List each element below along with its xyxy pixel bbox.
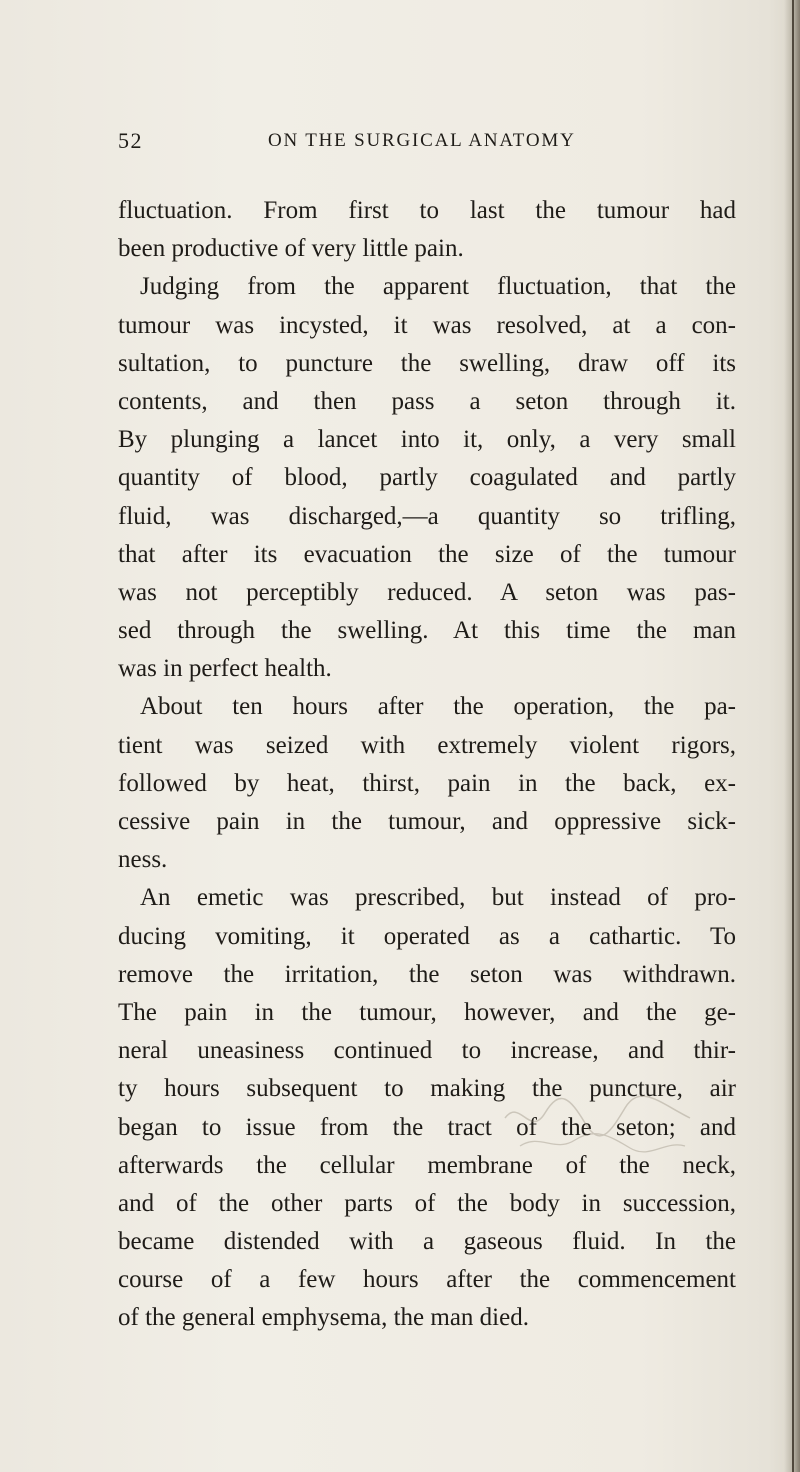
text-line: of the general emphysema, the man died. bbox=[118, 1304, 529, 1332]
text-line: and of the other parts of the body in succession, bbox=[118, 1189, 736, 1217]
text-line: neral uneasiness continued to increase, and thir- bbox=[118, 1037, 736, 1065]
faint-handwriting-mark bbox=[500, 1078, 700, 1158]
text-line: quantity of blood, partly coagulated and partly bbox=[118, 464, 736, 492]
text-line: ness. bbox=[118, 846, 168, 874]
text-line: began to issue from the tract of the seton; and bbox=[118, 1113, 736, 1141]
text-line: was in perfect health. bbox=[118, 655, 332, 683]
text-line: ty hours subsequent to making the puncture, air bbox=[118, 1075, 736, 1103]
running-head-title: ON THE SURGICAL ANATOMY bbox=[268, 130, 576, 151]
page-number: 52 bbox=[118, 128, 143, 153]
text-line: sultation, to puncture the swelling, draw off its bbox=[118, 349, 736, 377]
text-line: fluctuation. From first to last the tumour had bbox=[118, 197, 736, 224]
text-line: ducing vomiting, it operated as a cathartic. To bbox=[118, 922, 736, 950]
text-line: contents, and then pass a seton through it. bbox=[118, 387, 736, 415]
text-line: An emetic was prescribed, but instead of pro- bbox=[140, 884, 736, 912]
text-line: fluid, was discharged,—a quantity so trifling, bbox=[118, 502, 736, 530]
body-text bbox=[118, 192, 736, 1338]
text-line: been productive of very little pain. bbox=[118, 235, 464, 263]
text-line: By plunging a lancet into it, only, a very small bbox=[118, 426, 736, 454]
running-head bbox=[118, 128, 718, 158]
page-edge-line bbox=[792, 0, 794, 1472]
text-line: was not perceptibly reduced. A seton was pas- bbox=[118, 578, 736, 606]
text-line: became distended with a gaseous fluid. In the bbox=[118, 1228, 736, 1256]
text-line: sed through the swelling. At this time the man bbox=[118, 617, 736, 645]
text-line: followed by heat, thirst, pain in the back, ex- bbox=[118, 769, 736, 797]
text-line: cessive pain in the tumour, and oppressive sick- bbox=[118, 808, 736, 835]
text-line: tumour was incysted, it was resolved, at a con- bbox=[118, 311, 736, 339]
text-line: The pain in the tumour, however, and the ge- bbox=[118, 998, 736, 1026]
text-line: About ten hours after the operation, the pa- bbox=[140, 693, 736, 721]
text-line: tient was seized with extremely violent rigors, bbox=[118, 731, 736, 759]
text-line: afterwards the cellular membrane of the neck, bbox=[118, 1151, 736, 1179]
text-line: course of a few hours after the commencement bbox=[118, 1266, 736, 1294]
text-line: Judging from the apparent fluctuation, that the bbox=[140, 273, 736, 301]
text-line: remove the irritation, the seton was withdrawn. bbox=[118, 960, 736, 988]
text-line: that after its evacuation the size of the tumour bbox=[118, 540, 736, 568]
